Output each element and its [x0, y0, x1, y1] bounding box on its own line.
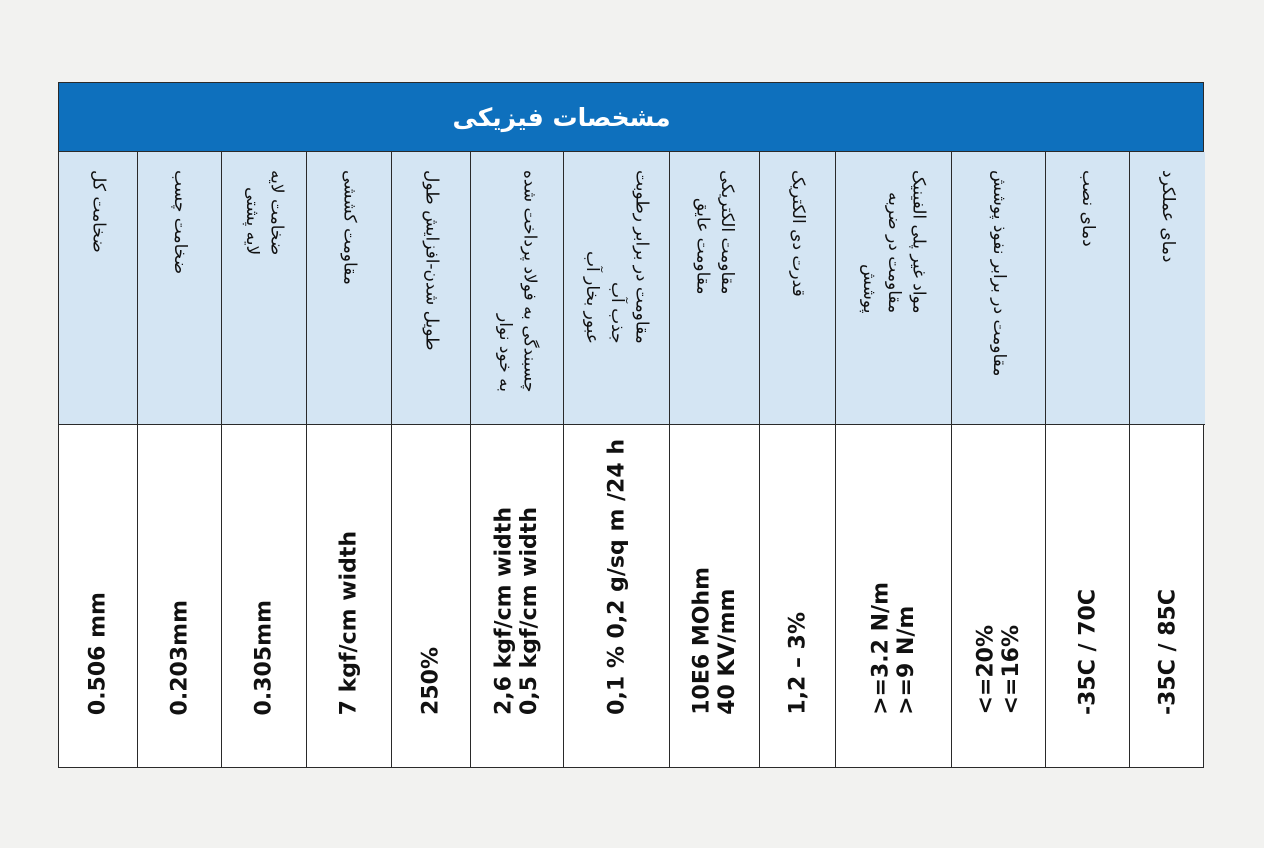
column-value-cell [307, 425, 391, 767]
header-line: چسبندگی به فولاد پرداخت شده [519, 170, 540, 393]
header-line: لایه پشتی [242, 187, 262, 256]
column-header-label [239, 170, 288, 255]
value-line: 0,5 kgf/cm width [517, 506, 542, 715]
column-value-cell [836, 425, 951, 767]
column-value-cell [952, 425, 1045, 767]
column-header-label [1155, 170, 1180, 263]
column-header-label [690, 170, 739, 294]
column-header-cell [836, 152, 951, 425]
value-line: <=16% [998, 625, 1024, 715]
value-line: 2,6 kgf/cm width [491, 506, 517, 715]
value-line: 10E6 MOhm [689, 567, 715, 715]
column-header-cell [670, 152, 759, 425]
value-line: 7 kgf/cm width [336, 530, 362, 715]
header-line: مواد غیر پلی الفینیک [908, 170, 929, 314]
spec-column [563, 152, 669, 767]
column-value [251, 600, 276, 715]
value-line: 0.506 mm [85, 591, 111, 715]
column-value [973, 625, 1024, 715]
column-value [689, 567, 740, 715]
spec-column [835, 152, 951, 767]
spec-columns [59, 152, 1203, 767]
physical-specs-table [58, 82, 1204, 768]
header-line: ضخامت چسب [169, 170, 190, 275]
column-header-cell [1130, 152, 1205, 425]
value-line: >=3.2 N/m [868, 582, 894, 715]
column-value [492, 507, 543, 715]
spec-column [759, 152, 835, 767]
column-value [868, 582, 919, 715]
header-line: مقاومت کششی [339, 170, 360, 285]
header-line: قدرت دی الکتریک [787, 170, 808, 297]
spec-column [951, 152, 1045, 767]
column-value-cell [670, 425, 759, 767]
column-header-label [857, 170, 931, 313]
header-line: مقاومت عایق [692, 197, 713, 295]
column-header-label [86, 170, 111, 253]
column-header-label [1075, 170, 1100, 247]
column-value [85, 592, 110, 715]
spec-column [1045, 152, 1129, 767]
column-header-cell [952, 152, 1045, 425]
value-line: 1,2 – 3% [784, 612, 810, 715]
spec-column [391, 152, 470, 767]
column-value-cell [1130, 425, 1205, 767]
column-value [336, 531, 361, 715]
value-line: 0,1 % 0,2 g/sq m /24 h [603, 439, 629, 715]
column-header-label [580, 170, 654, 344]
column-header-cell [471, 152, 563, 425]
header-line: به خود نوار [495, 314, 515, 393]
spec-column [306, 152, 391, 767]
column-value-cell [222, 425, 306, 767]
spec-column [1129, 152, 1205, 767]
column-value-cell [564, 425, 669, 767]
column-header-cell [1046, 152, 1129, 425]
header-line: دمای نصب [1077, 170, 1098, 247]
column-value [1075, 589, 1100, 715]
column-header-cell [760, 152, 835, 425]
column-value [604, 439, 629, 715]
column-value-cell [1046, 425, 1129, 767]
column-header-cell [59, 152, 137, 425]
column-header-label [785, 170, 810, 297]
header-line: مقاومت در برابر نفوذ پوشش [988, 170, 1009, 377]
header-line: ضخامت لایه [266, 170, 287, 256]
header-line: طویل شدن-افزایش طول [421, 170, 442, 351]
table-title: مشخصات فیزیکی [452, 102, 671, 132]
spec-column [59, 152, 137, 767]
column-header-label [492, 170, 541, 392]
column-header-label [167, 170, 192, 274]
header-line: ضخامت کل [88, 170, 109, 253]
column-value [785, 612, 810, 715]
column-header-label [337, 170, 362, 285]
column-value [1155, 589, 1180, 715]
column-value-cell [760, 425, 835, 767]
spec-column [669, 152, 759, 767]
column-header-cell [222, 152, 306, 425]
column-value-cell [59, 425, 137, 767]
header-line: عبور بخار آب [582, 250, 603, 344]
spec-column [470, 152, 563, 767]
value-line: 250% [418, 647, 444, 715]
value-line: 0.305mm [251, 599, 277, 715]
column-value-cell [471, 425, 563, 767]
table-title-bar [59, 83, 1203, 152]
column-header-cell [307, 152, 391, 425]
column-value [167, 600, 192, 715]
column-value-cell [138, 425, 221, 767]
value-line: >=9 N/m [893, 605, 919, 715]
value-line: -35C / 70C [1074, 588, 1100, 715]
value-line: -35C / 85C [1154, 588, 1180, 715]
column-header-label [986, 170, 1011, 376]
header-line: مقاومت در برابر رطوبت [631, 170, 652, 344]
header-line: مقاومت الکتریکی [717, 170, 738, 295]
header-line: جذب آب [606, 282, 627, 344]
value-line: <=20% [973, 625, 999, 715]
column-header-cell [392, 152, 470, 425]
header-line: پوشش [859, 264, 880, 314]
column-header-label [419, 170, 444, 351]
header-line: دمای عملکرد [1157, 170, 1178, 263]
column-header-cell [564, 152, 669, 425]
column-value [418, 647, 443, 715]
header-line: مقاومت در ضربه [883, 192, 904, 314]
column-value-cell [392, 425, 470, 767]
column-header-cell [138, 152, 221, 425]
value-line: 0.203mm [166, 599, 192, 715]
value-line: 40 KV/mm [714, 588, 740, 715]
spec-column [221, 152, 306, 767]
spec-column [137, 152, 221, 767]
